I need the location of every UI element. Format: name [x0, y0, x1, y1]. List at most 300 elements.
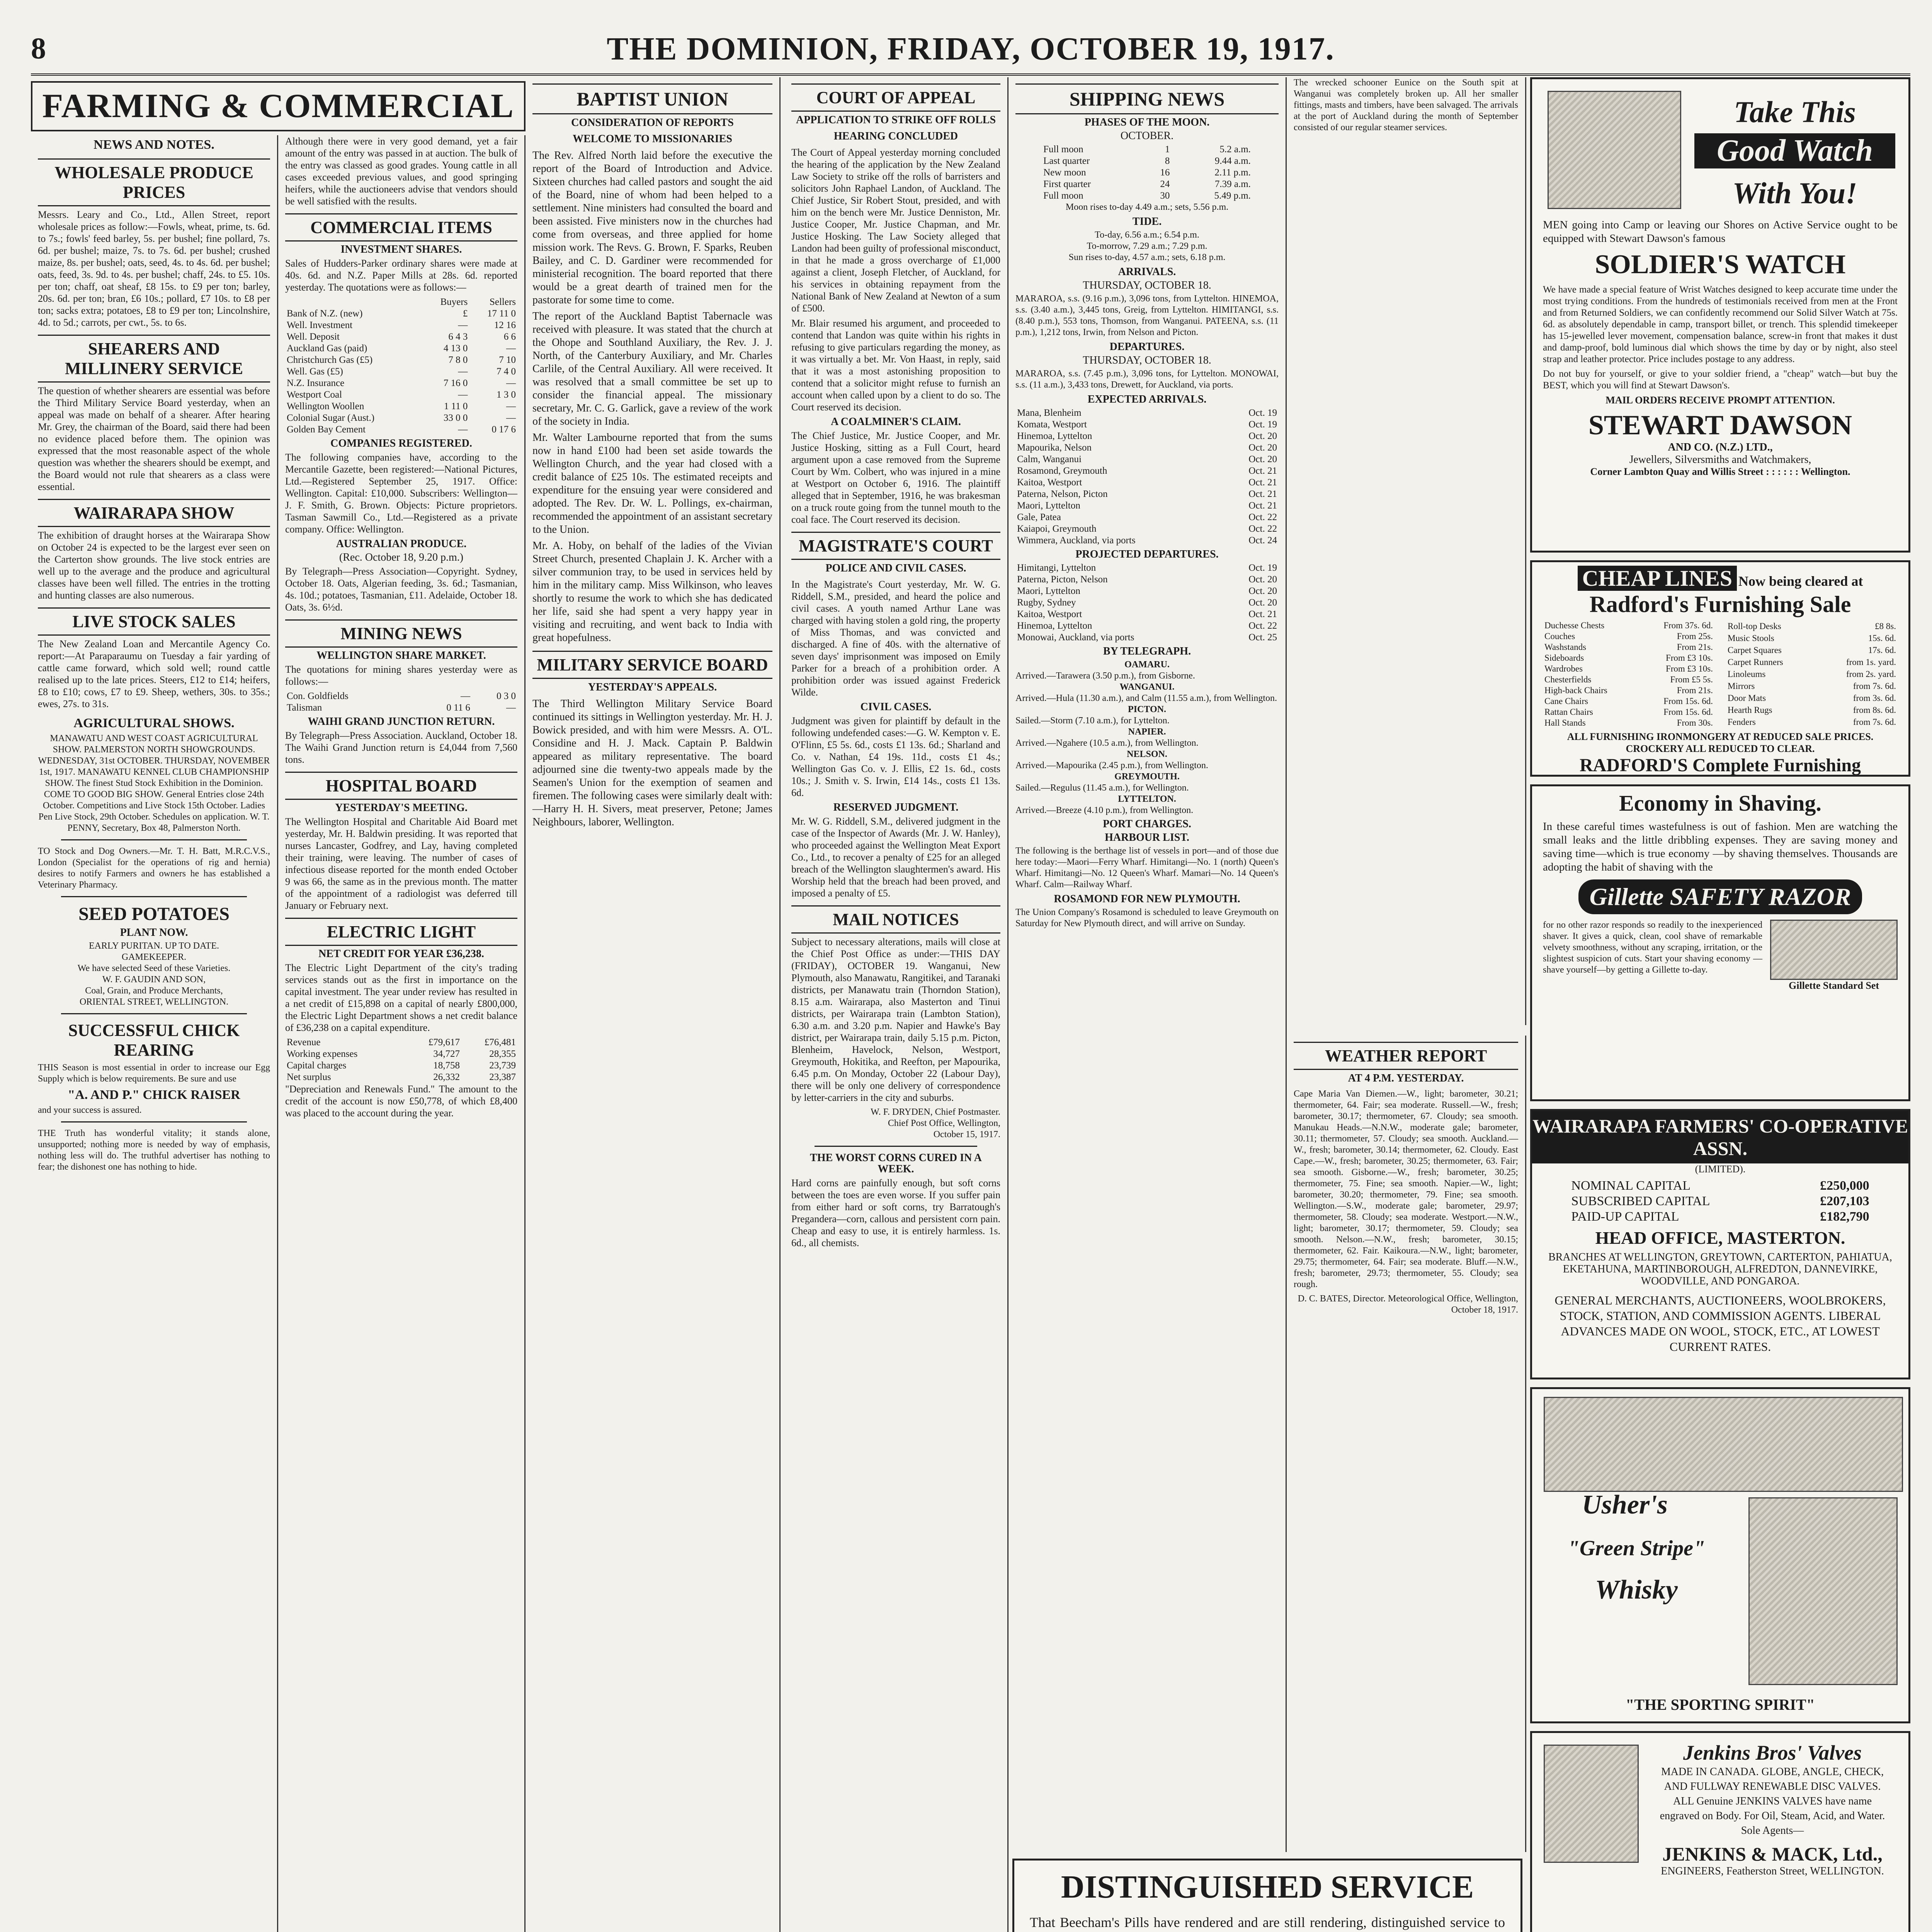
table-row [1015, 562, 1279, 574]
article-body: The Third Wellington Military Service Board continued its sittings in Wellington yesterday. Mr. H. J. Bowick presided, and with him were Messrs. A. O'L. Considine and H. J. Mack. Captain P. Baldwin appeared as military representative. The board adjourned sine die twenty-two appeals made by the Seamen's Union for the exemption of seamen and firemen. The following cases were similarly dealt with:—Harry H. H. Sivers, meat preserver, Petone; James Neighbours, laborer, Wellington. [532, 698, 772, 828]
moon-phases-table [1042, 144, 1252, 202]
row-value: 23,739 [489, 1060, 516, 1071]
article-body: The Court of Appeal yesterday morning concluded the hearing of the application by the New Zealand Law Society to strike off the rolls of barristers and solicitors John Raphael Landon, of Auckland. The Chief Justice, Sir Robert Stout, presided, and with him on the bench were Mr. Justice Denniston, Mr. Justice Cooper, Mr. Justice Chapman, and Mr. Justice Hosking. The Law Society alleged that Landon had been guilty of professional misconduct, in that he made a gross overcharge of £1,000 against a client, Joseph Fletcher, of Auckland, for his services in obtaining repayment from the National Bank of New Zealand at Newton of a sum of £500. [791, 147, 1000, 314]
ad-title: DISTINGUISHED SERVICE [1061, 1869, 1474, 1905]
article-subheading: HEARING CONCLUDED [833, 130, 958, 142]
section-banner: FARMING & COMMERCIAL [31, 81, 526, 131]
table-row [285, 1071, 517, 1083]
vessel: Hinemoa, Lyttelton [1017, 431, 1092, 441]
newspaper-title: THE DOMINION, FRIDAY, OCTOBER 19, 1917. [607, 31, 1335, 67]
jenkins-text [1644, 1741, 1901, 1877]
sellers-price: 0 17 6 [492, 424, 516, 435]
ad-note: MAIL ORDERS RECEIVE PROMPT ATTENTION. [1605, 395, 1835, 406]
article-body: "Depreciation and Renewals Fund." The amount to the credit of the account is now £50,778, of which £8,400 was placed to the account during the year. [285, 1083, 517, 1119]
item-price: From 15s. 6d. [1663, 707, 1713, 717]
item-price: from 1s. yard. [1846, 657, 1896, 667]
list-item [1726, 716, 1898, 728]
section-subhead: NEWS AND NOTES. [94, 138, 214, 152]
section-subheading: PROJECTED DEPARTURES. [1075, 548, 1219, 560]
ad-firm: JENKINS & MACK, Ltd., [1662, 1843, 1883, 1865]
table-row [1042, 144, 1252, 155]
port-name: PICTON. [1128, 704, 1166, 714]
item-name: Linoleums [1728, 669, 1766, 679]
share-name: Christchurch Gas (£5) [287, 355, 373, 365]
date: Oct. 20 [1248, 574, 1277, 585]
article-heading: MINING NEWS [285, 619, 517, 648]
phase-time: 9.44 a.m. [1214, 156, 1251, 166]
capital-label: SUBSCRIBED CAPITAL [1571, 1194, 1710, 1208]
vessel: Monowai, Auckland, via ports [1017, 632, 1134, 643]
vessel: Maori, Lyttelton [1017, 586, 1080, 596]
article-subheading: WELCOME TO MISSIONARIES [573, 133, 732, 145]
date: Oct. 20 [1248, 442, 1277, 453]
ad-title: WAIRARAPA FARMERS' CO-OPERATIVE ASSN. [1532, 1111, 1908, 1163]
ad-branches: BRANCHES AT WELLINGTON, GREYTOWN, CARTERTON, PAHIATUA, EKETAHUNA, MARTINBOROUGH, ALFREDTON, DANNEVIRKE, WOODVILLE, AND PONGAROA. [1548, 1251, 1892, 1287]
harbour-list: The following is the berthage list of vessels in port—and of those due here today:—Maori—Ferry Wharf. Himitangi—No. 1 (north) Queen's Wharf. Himitangi—No. 12 Queen's Wharf. Mamari—No. 14 Queen's Wharf. Calm—Railway Wharf. [1015, 846, 1279, 889]
radford-ad [1530, 560, 1910, 777]
electric-table [285, 1037, 517, 1083]
item-price: From 21s. [1677, 685, 1713, 695]
article-subheading: AUSTRALIAN PRODUCE. [336, 538, 467, 550]
article-heading: COMMERCIAL ITEMS [285, 213, 517, 242]
phase-day: 24 [1160, 179, 1170, 189]
ad-firm: RADFORD'S Complete Furnishing [1579, 755, 1861, 776]
signature-line: W. F. DRYDEN, Chief Postmaster. [871, 1107, 1000, 1117]
list-item [1543, 685, 1714, 696]
row-label: Revenue [287, 1037, 321, 1048]
article-body: The exhibition of draught horses at the Wairarapa Show on October 24 is expected to be the largest ever seen on the Carterton show grounds. The live stock entries are well up to the average and the produce and agricultural classes have been well filled. The entries in the trotting and hunting classes are also numerous. [38, 530, 270, 601]
ad-title: CHEAP LINES [1578, 566, 1737, 591]
section-date: THURSDAY, OCTOBER 18. [1083, 279, 1211, 291]
table-row [285, 1048, 517, 1060]
vessel: Wimmera, Auckland, via ports [1017, 535, 1136, 546]
page-number: 8 [31, 31, 46, 65]
item-name: Music Stools [1728, 633, 1774, 643]
table-row [1015, 512, 1279, 523]
price-list-left [1543, 620, 1714, 728]
vessel: Mapourika, Nelson [1017, 442, 1092, 453]
article-subheading: RESERVED JUDGMENT. [833, 801, 959, 813]
vessel: Maori, Lyttelton [1017, 500, 1080, 511]
ad-product: "Green Stripe" [1567, 1536, 1706, 1560]
divider [61, 896, 247, 897]
list-item [1543, 707, 1714, 718]
share-name: Auckland Gas (paid) [287, 343, 367, 354]
article-body: The quotations for mining shares yesterday were as follows:— [285, 664, 517, 687]
port-report: Arrived.—Hula (11.30 a.m.), and Calm (11.55 a.m.), from Wellington. [1015, 693, 1277, 703]
ad-body: We have made a special feature of Wrist Watches designed to keep accurate time under the most trying conditions. From the hundreds of testimonials received from men at the Front and from Returned Soldiers, we can confidently recommend our Solid Silver Watch at 75s. 6d. as absolutely dependable in camp, transport billet, or trench. This splendid timekeeper has 15-jewelled lever movement, compensation balance, screw-in front that makes it dust and damp-proof, bold luminous dial which shows the time by day or by night, also steel strap and leather protector. Price includes postage to any address. [1543, 284, 1898, 364]
item-price: From 21s. [1677, 642, 1713, 652]
article-body: The Rev. Alfred North laid before the executive the report of the Board of Introduction and Advice. Sixteen churches had called pastors and sought the aid of the Board, nine of whom had been helped to a settlement. Nine ministers had consulted the board and been assisted. Five ministers now in the churches had come from overseas, and three applied for home mission work. The Revs. G. Brown, F. Sparks, Reuben Bailey, and C. D. Gardiner were recommended for ministerial recognition. The board reported that there would be a great dearth of trained men for the pastorate for some time to come. [532, 150, 772, 306]
item-name: Wardrobes [1544, 664, 1583, 673]
ad-body: THIS Season is most essential in order to increase our Egg Supply which is below requirements. Be sure and use [38, 1063, 270, 1084]
article-subheading: CONSIDERATION OF REPORTS [571, 117, 734, 129]
table-row [1015, 407, 1279, 419]
ad-firm-sub: Jewellers, Silversmiths and Watchmakers, [1629, 454, 1811, 466]
share-name: Wellington Woollen [287, 401, 364, 412]
column-1 [31, 135, 278, 1932]
article-heading: WHOLESALE PRODUCE PRICES [38, 158, 270, 206]
item-name: Hall Stands [1544, 718, 1586, 728]
article-body: The report of the Auckland Baptist Tabernacle was received with pleasure. It was stated that the church at the Ohope and Southland Auxiliary, the Rev. J. J. North, of the Canterbury Auxiliary, and Mr. Charles Carlile, of the Central Auxiliary. All were received. It was resolved that a small committee be set up to consider the financial appeal. The missionary secretary, Mr. C. G. Garlick, gave a review of the work of the society in India. [532, 310, 772, 427]
vessel: Rugby, Sydney [1017, 597, 1076, 608]
date: Oct. 21 [1248, 466, 1277, 476]
ad-address: Corner Lambton Quay and Willis Street : : : : : : Wellington. [1590, 466, 1850, 477]
phase-day: 8 [1165, 156, 1170, 166]
article-subheading: COMPANIES REGISTERED. [330, 437, 472, 449]
table-row [1015, 574, 1279, 585]
table-row [1015, 535, 1279, 546]
item-name: Duchesse Chests [1544, 621, 1605, 630]
article-body: The wrecked schooner Eunice on the South spit at Wanganui was completely broken up. All her smaller fittings, masts and timbers, have been salvaged. The arrivals at the port of Auckland during the month of September consisted of our regular steamer services. [1294, 78, 1518, 133]
sellers-price: 7 10 [499, 355, 516, 365]
table-row [1015, 454, 1279, 465]
vessel: Rosamond, Greymouth [1017, 466, 1107, 476]
date: Oct. 20 [1248, 597, 1277, 608]
show-notice: MANAWATU AND WEST COAST AGRICULTURAL SHOW. PALMERSTON NORTH SHOWGROUNDS. WEDNESDAY, 31st OCTOBER. THURSDAY, NOVEMBER 1st, 1917. MANAWATU KENNEL CLUB CHAMPIONSHIP SHOW. The finest Stud Stock Exhibition in the Dominion. COME TO GOOD BIG SHOW. General Entries close 24th October. Competitions and Live Stock 15th October. Ladies Pen Live Stock, 29th October. Schedules on application. W. T. PENNY, Secretary, Box 48, Palmerston North. [38, 733, 270, 833]
ad-body: In these careful times wastefulness is out of fashion. Men are watching the small leaks and the little dribbling expenses. They are saving money and saving time—which is true economy —by shaving themselves. Thousands are adopting the habit of shaving with the [1543, 820, 1898, 873]
sellers-price: 12 16 [494, 320, 516, 330]
item-price: £8 8s. [1875, 621, 1896, 631]
signature-line: Chief Post Office, Wellington, [888, 1118, 1000, 1128]
date: Oct. 20 [1248, 454, 1277, 464]
article-heading: AGRICULTURAL SHOWS. [73, 716, 235, 730]
table-row [1015, 620, 1279, 632]
table-header: Sellers [489, 297, 516, 307]
ad-brand: "A. AND P." CHICK RAISER [68, 1088, 240, 1102]
item-price: from 2s. yard. [1846, 669, 1896, 679]
article-body: By Telegraph—Press Association—Copyright. Sydney, October 18. Oats, Algerian feeding, 3s. 6d.; Tasmanian, 4s. 10d.; potatoes, Tasmanian, £11. Adelaide, October 18. Oats, 3s. 6½d. [285, 566, 517, 613]
section-subheading: DEPARTURES. [1109, 341, 1185, 353]
ad-body: Hard corns are painfully enough, but soft corns between the toes are even worse. If you suffer pain from either hard or soft corns, try Barratough's Pregandera—corn, callous and persistent corn pain. Cheap and easy to use, it is entirely harmless. 1s. 6d., all chemists. [791, 1177, 1000, 1248]
table-row [285, 412, 517, 424]
item-price: from 3s. 6d. [1853, 693, 1896, 703]
list-item [1726, 680, 1898, 692]
row-value: 28,355 [489, 1049, 516, 1059]
table-row [1042, 179, 1252, 190]
ad-body: for no other razor responds so readily to the inexperienced shaver. It gives a quick, clean, cool shave of remarkable velvety smoothness, without any scraping, irritation, or the slightest suspicion of cuts. Start your shaving economy —shave yourself—by getting a Gillette to-day. [1543, 920, 1762, 975]
list-item [1543, 718, 1714, 728]
table-row [285, 320, 517, 331]
article-body: Messrs. Leary and Co., Ltd., Allen Street, report wholesale prices as follow:—Fowls, wheat, prime, ts. 6d. to 7s.; fowls' feed barley, 5s. per bushel; fine pollard, 7s. 6d. per bushel; maize, 7s. to 7s. 6d. per bushel; crushed maize, 8s. per bushel; oats, seed, 4s. to 4s. 6d. per bushel; oats, feed, 3s. 9d. to 4s. per bushel; chaff, 24s. to £5. 10s. per ton; chaff, oat sheaf, £8 15s. to £9 per ton; barley, 20s. 6d. per ton; bran, £6 10s.; pollard, £7 10s. to £8 per ton; sacks extra; potatoes, £8 to £9 per ton; Lincolnshire, 4d. to 5d.; carrots, per cwt., 5s. to 6s. [38, 209, 270, 328]
ad-body: MADE IN CANADA. GLOBE, ANGLE, CHECK, AND FULLWAY RENEWABLE DISC VALVES. ALL Genuine JENKINS VALVES have name engraved on Body. For Oil, Steam, Acid, and Water. Sole Agents— [1660, 1766, 1885, 1837]
phase-name: Full moon [1043, 144, 1083, 155]
table-row [1570, 1209, 1871, 1225]
section-subheading: OCTOBER. [1120, 130, 1174, 142]
tide-line: To-morrow, 7.29 a.m.; 7.29 p.m. [1087, 241, 1208, 251]
ad-title: Jenkins Bros' Valves [1683, 1741, 1862, 1764]
article-body: Mr. A. Hoby, on behalf of the ladies of the Vivian Street Church, presented Chaplain J. K. Archer with a silver communion tray, to be used in services held by him in the military camp. Miss Wilkinson, who leaves shortly to resume the work to which she has dedicated her life, said she had spent a very happy year in visiting and recruiting, and went back to India with great hopefulness. [532, 540, 772, 644]
date: Oct. 22 [1248, 621, 1277, 631]
article-subheading: POLICE AND CIVIL CASES. [825, 562, 966, 574]
table-row [1042, 167, 1252, 179]
list-item [1543, 631, 1714, 642]
share-name: Bank of N.Z. (new) [287, 308, 363, 319]
wairarapa-farmers-ad [1530, 1109, 1910, 1379]
mountain-illustration [1544, 1397, 1903, 1492]
weather-signature: D. C. BATES, Director. Meteorological Office, Wellington, October 18, 1917. [1298, 1294, 1518, 1315]
phase-name: New moon [1043, 167, 1086, 178]
price-list-right [1726, 620, 1898, 728]
phase-name: First quarter [1043, 179, 1091, 189]
table-row [1015, 477, 1279, 488]
mining-table [285, 690, 517, 714]
ad-subheading: PLANT NOW. [120, 927, 188, 939]
item-name: Sideboards [1544, 653, 1584, 663]
item-price: from 7s. 6d. [1853, 717, 1896, 727]
table-row [285, 389, 517, 401]
item-price: From £3 10s. [1665, 653, 1713, 663]
seed-line: GAMEKEEPER. [121, 952, 187, 962]
item-name: Rattan Chairs [1544, 707, 1593, 717]
gillette-logo: Gillette SAFETY RAZOR [1578, 879, 1862, 914]
article-body: The Chief Justice, Mr. Justice Cooper, and Mr. Justice Hosking, sitting as a Full Court, heard argument upon a case removed from the Supreme Court by Wm. Colbert, who was injured in a mine at Westport on October 6, 1916. The plaintiff alleged that in September, 1916, he was brakesman on a truck route going from the tunnel mouth to the coal face. The Court reserved its decision. [791, 430, 1000, 525]
section-subheading: ROSAMOND FOR NEW PLYMOUTH. [1054, 893, 1240, 905]
list-item [1543, 674, 1714, 685]
article-heading: WEATHER REPORT [1294, 1042, 1518, 1070]
date: Oct. 21 [1248, 477, 1277, 488]
list-item [1543, 653, 1714, 663]
ad-body: GENERAL MERCHANTS, AUCTIONEERS, WOOLBROKERS, STOCK, STATION, AND COMMISSION AGENTS. LIBERAL ADVANCES MADE ON WOOL, STOCK, ETC., AT LOWEST CURRENT RATES. [1554, 1293, 1886, 1354]
sellers-price: 17 11 0 [487, 308, 516, 319]
article-heading: MAIL NOTICES [791, 905, 1000, 934]
ad-subtitle: (LIMITED). [1695, 1163, 1746, 1175]
table-row [285, 378, 517, 389]
sun-note: Sun rises to-day, 4.57 a.m.; sets, 6.18 p.m. [1068, 252, 1226, 262]
list-item [1543, 642, 1714, 653]
article-subheading: YESTERDAY'S MEETING. [335, 802, 468, 814]
row-value: 34,727 [433, 1049, 460, 1059]
sellers-price: — [506, 378, 516, 388]
item-name: Couches [1544, 631, 1575, 641]
article-heading: MILITARY SERVICE BOARD [532, 651, 772, 679]
column-6a [1287, 77, 1526, 1025]
divider [61, 1121, 247, 1122]
ad-title: With You! [1732, 176, 1857, 210]
share-name: Well. Deposit [287, 332, 340, 342]
port-report: Arrived.—Breeze (4.10 p.m.), from Wellington. [1015, 805, 1194, 815]
ad-title: Radford's Furnishing Sale [1589, 592, 1851, 617]
row-value: £76,481 [484, 1037, 516, 1048]
row-value: 26,332 [433, 1072, 460, 1082]
section-subheading: PHASES OF THE MOON. [1084, 116, 1210, 128]
port-name: LYTTELTON. [1118, 794, 1176, 804]
article-subheading: YESTERDAY'S APPEALS. [588, 681, 717, 693]
mail-signature [791, 1107, 1000, 1140]
buyers-price: — [460, 691, 470, 701]
table-row [285, 1060, 517, 1071]
item-price: From £5 5s. [1670, 675, 1713, 684]
vessel: Paterna, Picton, Nelson [1017, 574, 1108, 585]
date: Oct. 22 [1248, 524, 1277, 534]
table-row [1015, 585, 1279, 597]
ad-body: That Beecham's Pills have rendered and are still rendering, distinguished service to [1030, 1915, 1505, 1930]
item-name: Washstands [1544, 642, 1587, 652]
ad-product: SOLDIER'S WATCH [1595, 250, 1846, 279]
date: Oct. 21 [1248, 609, 1277, 619]
beechams-ad [1012, 1859, 1522, 1932]
sellers-price: 6 6 [503, 332, 516, 342]
buyers-price: — [458, 424, 468, 435]
list-item [1726, 644, 1898, 656]
item-name: Roll-top Desks [1728, 621, 1781, 631]
ad-firm: STEWART DAWSON [1588, 410, 1852, 440]
vessel: Komata, Westport [1017, 419, 1087, 430]
article-heading: LIVE STOCK SALES [38, 607, 270, 636]
sellers-price: — [506, 343, 516, 354]
article-body: Mr. Blair resumed his argument, and proceeded to contend that Landon was quite within his rights in refusing to give particulars regarding the money, as it was virtually a bet. Mr. Von Haast, in reply, said that it was a most astonishing proposition to contend that a solicitor might refuse to furnish an account when called upon by a client to do so. The Court reserved its decision. [791, 318, 1000, 413]
article-heading: BAPTIST UNION [532, 83, 772, 114]
phase-time: 5.2 a.m. [1219, 144, 1251, 155]
item-name: Door Mats [1728, 693, 1766, 703]
ad-title: Take This [1734, 95, 1856, 129]
section-subheading: EXPECTED ARRIVALS. [1087, 393, 1207, 405]
watch-illustration [1548, 91, 1681, 209]
list-item [1726, 632, 1898, 644]
port-name: GREYMOUTH. [1114, 772, 1180, 782]
valve-illustration [1544, 1745, 1639, 1863]
table-row [1015, 500, 1279, 512]
ad-note: ALL FURNISHING IRONMONGERY AT REDUCED SALE PRICES. CROCKERY ALL REDUCED TO CLEAR. [1567, 731, 1874, 754]
date: Oct. 20 [1248, 586, 1277, 596]
gillette-set [1770, 920, 1898, 992]
signature-line: October 15, 1917. [933, 1129, 1000, 1139]
article-body: Sales of Hudders-Parker ordinary shares were made at 40s. 6d. and N.Z. Paper Mills at 28s. 6d. reported yesterday. The quotations were as follows:— [285, 258, 517, 293]
buyers-price: 6 4 3 [448, 332, 468, 342]
article-heading: SHEARERS AND MILLINERY SERVICE [38, 335, 270, 383]
item-name: High-back Chairs [1544, 685, 1607, 695]
table-row [1015, 430, 1279, 442]
article-body: The question of whether shearers are essential was before the Third Military Service Board yesterday, when an appeal was made on behalf of a shearer. After hearing Mr. Grey, the chairman of the Board, said there had been no evidence placed before them. The opinion was expressed that the most reasonable aspect of the whole question was whether the shearers should be exempt, and the Board would not rule that shearers as a class were essential. [38, 385, 270, 492]
item-name: Carpet Squares [1728, 645, 1782, 655]
table-row [1015, 442, 1279, 454]
table-row [285, 354, 517, 366]
date: Oct. 21 [1248, 489, 1277, 499]
port-report: Sailed.—Regulus (11.45 a.m.), for Wellington. [1015, 783, 1189, 793]
port-name: NAPIER. [1128, 727, 1166, 737]
port-report: Arrived.—Tarawera (3.50 p.m.), from Gisborne. [1015, 671, 1195, 681]
date: Oct. 19 [1248, 419, 1277, 430]
item-price: from 8s. 6d. [1853, 705, 1896, 715]
moon-note: Moon rises to-day 4.49 a.m.; sets, 5.56 p.m. [1065, 202, 1229, 212]
capital-table [1570, 1178, 1871, 1225]
item-name: Hearth Rugs [1728, 705, 1772, 715]
article-heading: HOSPITAL BOARD [285, 772, 517, 800]
item-price: From 25s. [1677, 631, 1713, 641]
row-label: Net surplus [287, 1072, 331, 1082]
ad-heading-row [1532, 565, 1908, 591]
item-price: 15s. 6d. [1868, 633, 1896, 643]
capital-value: £182,790 [1820, 1209, 1869, 1224]
date: Oct. 19 [1248, 563, 1277, 573]
article-body: By Telegraph—Press Association. Auckland, October 18. The Waihi Grand Junction return is £4,044 from 7,560 tons. [285, 730, 517, 765]
section-date: THURSDAY, OCTOBER 18. [1083, 354, 1211, 366]
horse-rider-illustration [1748, 1497, 1898, 1685]
date: Oct. 21 [1248, 500, 1277, 511]
phase-day: 16 [1160, 167, 1170, 178]
set-caption: Gillette Standard Set [1789, 980, 1879, 991]
list-item [1726, 656, 1898, 668]
sellers-price: 7 4 0 [497, 366, 516, 377]
masthead [31, 27, 1910, 76]
date: Oct. 19 [1248, 408, 1277, 418]
jenkins-valves-ad [1530, 1731, 1910, 1932]
item-price: From 15s. 6d. [1663, 696, 1713, 706]
share-name: Westport Coal [287, 389, 342, 400]
buyers-price: — [458, 320, 468, 330]
item-name: Carpet Runners [1728, 657, 1783, 667]
table-row [1015, 597, 1279, 609]
table-row [1015, 609, 1279, 620]
port-report: Arrived.—Mapourika (2.45 p.m.), from Wellington. [1015, 760, 1208, 770]
article-body: The New Zealand Loan and Mercantile Agency Co. report:—At Paraparaumu on Tuesday a fair yarding of cattle came forward, which sold well; round cattle realised up to the late prices. Steers, £12 to £14; heifers, £8 to £10; cows, £7 to £9. Sheep, wethers, 30s. to 35s.; ewes, 27s. to 31s. [38, 638, 270, 709]
article-subheading: AT 4 P.M. YESTERDAY. [1348, 1072, 1464, 1084]
gillette-ad [1530, 784, 1910, 1101]
column-2 [278, 135, 526, 1932]
stewart-dawson-ad [1530, 77, 1910, 553]
veterinary-notice: TO Stock and Dog Owners.—Mr. T. H. Batt, M.R.C.V.S., London (Specialist for the operations of rig and hernia) desires to notify Farmers and owners he has established a Veterinary Pharmacy. [38, 846, 270, 890]
buyers-price: — [458, 366, 468, 377]
sellers-price: 1 3 0 [497, 389, 516, 400]
table-row [285, 401, 517, 412]
article-subheading: NET CREDIT FOR YEAR £36,238. [318, 948, 484, 960]
column-3 [526, 77, 781, 1932]
sellers-price: — [506, 413, 516, 423]
table-row [1570, 1194, 1871, 1209]
arrivals-list: MARAROA, s.s. (9.16 p.m.), 3,096 tons, from Lyttelton. HINEMOA, s.s. (3.40 a.m.), 3,445 tons, Greig, from Lyttelton. HIMITANGI, s.s. (8.40 p.m.), 553 tons, Thomson, from Wanganui. PATEENA, s.s. (11 p.m.), 1,212 tons, Irwin, from Nelson and Picton. [1015, 294, 1279, 337]
table-row [285, 308, 517, 320]
gillette-lower [1532, 920, 1908, 992]
ad-firm-sub: AND CO. (N.Z.) LTD., [1668, 441, 1773, 453]
ad-product: Whisky [1595, 1575, 1678, 1605]
article-body: Although there were in very good demand, yet a fair amount of the entry was passed in at auction. The bulk of the entry was classed as good grades. Young cattle in all cases exceeded previous values, and good springing heifers, while the auctioneers advise that vendors should be well satisfied with the results. [285, 136, 517, 207]
tide-line: To-day, 6.56 a.m.; 6.54 p.m. [1095, 230, 1199, 240]
buyers-price: — [458, 389, 468, 400]
vessel: Gale, Patea [1017, 512, 1061, 522]
article-dateline: (Rec. October 18, 9.20 p.m.) [339, 551, 464, 563]
date: Oct. 24 [1248, 535, 1277, 546]
article-subheading: A COALMINER'S CLAIM. [831, 416, 961, 428]
capital-value: £207,103 [1820, 1194, 1869, 1208]
vessel: Hinemoa, Lyttelton [1017, 621, 1092, 631]
date: Oct. 20 [1248, 431, 1277, 441]
ad-intro: MEN going into Camp or leaving our Shores on Active Service ought to be equipped with Stewart Dawson's famous [1543, 219, 1898, 245]
share-name: Golden Bay Cement [287, 424, 366, 435]
sellers-price: 0 3 0 [497, 691, 516, 701]
ad-address: ENGINEERS, Featherston Street, WELLINGTON. [1661, 1865, 1884, 1877]
article-heading: MAGISTRATE'S COURT [791, 532, 1000, 560]
list-item [1726, 704, 1898, 716]
share-name: Con. Goldfields [287, 691, 349, 701]
share-name: Well. Investment [287, 320, 353, 330]
ad-body: Do not buy for yourself, or give to your soldier friend, a "cheap" watch—but buy the BEST, which you will find at Stewart Dawson's. [1543, 369, 1898, 391]
article-heading: SHIPPING NEWS [1015, 83, 1279, 114]
seed-line: W. F. GAUDIN AND SON, [102, 975, 206, 985]
article-subheading: APPLICATION TO STRIKE OFF ROLLS [796, 114, 996, 126]
article-body: The Electric Light Department of the city's trading services stands out as the first in importance on the capital investment. The year under review has resulted in a net credit of £15,898 on a capital of nearly £800,000, the Electric Light Department shows a net credit balance of £36,238 on a capital expenditure. [285, 962, 517, 1033]
ad-title: Now being cleared at [1738, 573, 1863, 589]
article-body: The Union Company's Rosamond is scheduled to leave Greymouth on Saturday for New Plymouth direct, and will arrive on Sunday. [1015, 907, 1279, 929]
ad-heading: HEAD OFFICE, MASTERTON. [1595, 1228, 1845, 1248]
table-row [1042, 155, 1252, 167]
section-subheading: PORT CHARGES. [1103, 818, 1191, 830]
article-subheading: WAIHI GRAND JUNCTION RETURN. [308, 716, 495, 728]
ad-heading: SEED POTATOES [78, 904, 230, 924]
list-item [1543, 620, 1714, 631]
date: Oct. 22 [1248, 512, 1277, 522]
share-name: Colonial Sugar (Aust.) [287, 413, 375, 423]
phase-name: Last quarter [1043, 156, 1090, 166]
